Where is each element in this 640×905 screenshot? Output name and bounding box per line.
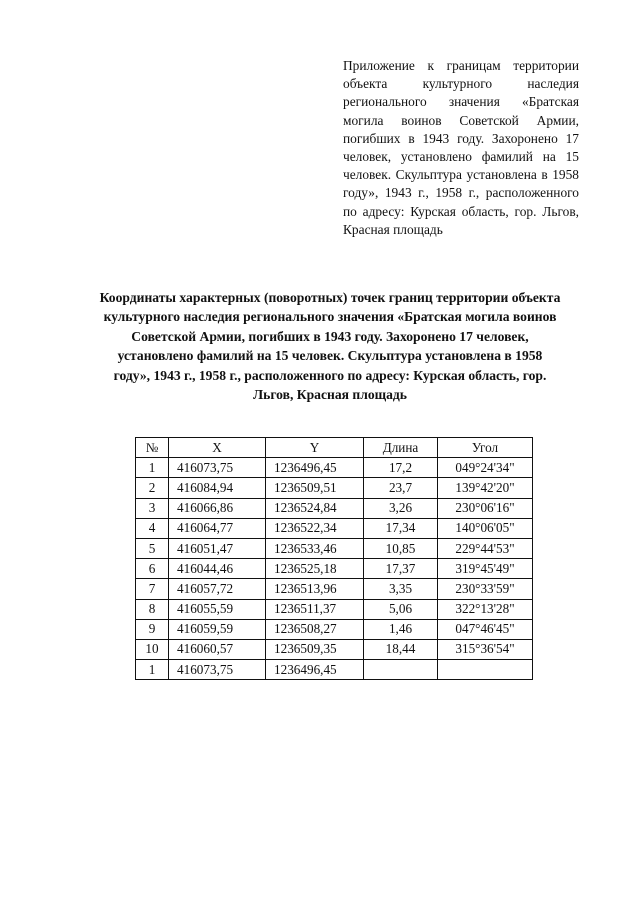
point-number-cell: 5 [136,538,169,558]
angle-cell: 322°13'28" [438,599,533,619]
length-cell: 17,2 [364,458,438,478]
table-row [136,478,533,498]
length-cell [364,660,438,680]
x-coordinate-cell: 416084,94 [169,478,266,498]
y-coordinate-cell: 1236533,46 [266,538,364,558]
table-body [136,458,533,680]
y-coordinate-cell: 1236496,45 [266,660,364,680]
y-coordinate-cell: 1236496,45 [266,458,364,478]
table-row [136,498,533,518]
length-cell: 17,37 [364,559,438,579]
document-heading: Координаты характерных (поворотных) точек границ территории объекта культурного наследия регионального значения «Братская могила воинов Советской Армии, погибших в 1943 году. Захоронено 17 человек, установлено фамилий на 15 человек. Скульптура установлена в 1958 году», 1943 г., 1958 г., расположенного по адресу: Курская область, гор. Льгов, Красная площадь [99,290,561,403]
point-number-cell: 2 [136,478,169,498]
x-coordinate-cell: 416051,47 [169,538,266,558]
point-number-cell: 7 [136,579,169,599]
length-cell: 5,06 [364,599,438,619]
table-row [136,559,533,579]
table-row [136,579,533,599]
length-cell: 23,7 [364,478,438,498]
header-y: Y [266,438,364,458]
table-row [136,660,533,680]
angle-cell: 047°46'45" [438,619,533,639]
x-coordinate-cell: 416055,59 [169,599,266,619]
angle-cell: 229°44'53" [438,538,533,558]
point-number-cell: 6 [136,559,169,579]
table-row [136,599,533,619]
x-coordinate-cell: 416060,57 [169,639,266,659]
y-coordinate-cell: 1236509,51 [266,478,364,498]
coordinates-table [135,437,533,680]
table-header-row [136,438,533,458]
angle-cell: 139°42'20" [438,478,533,498]
y-coordinate-cell: 1236522,34 [266,518,364,538]
table-row [136,619,533,639]
appendix-note: Приложение к границам территории объекта культурного наследия регионального значения «Братская могила воинов Советской Армии, погибших в 1943 году. Захоронено 17 человек, установлено фамилий на 15 человек. Скульптура установлена в 1958 году», 1943 г., 1958 г., расположенного по адресу: Курская область, гор. Льгов, Красная площадь [343,58,579,237]
x-coordinate-cell: 416044,46 [169,559,266,579]
length-cell: 10,85 [364,538,438,558]
y-coordinate-cell: 1236509,35 [266,639,364,659]
angle-cell: 230°06'16" [438,498,533,518]
header-length: Длина [364,438,438,458]
header-angle: Угол [438,438,533,458]
y-coordinate-cell: 1236508,27 [266,619,364,639]
length-cell: 18,44 [364,639,438,659]
point-number-cell: 9 [136,619,169,639]
length-cell: 17,34 [364,518,438,538]
x-coordinate-cell: 416073,75 [169,458,266,478]
table-row [136,518,533,538]
length-cell: 1,46 [364,619,438,639]
point-number-cell: 10 [136,639,169,659]
angle-cell [438,660,533,680]
table-row [136,458,533,478]
table-row [136,538,533,558]
point-number-cell: 4 [136,518,169,538]
y-coordinate-cell: 1236513,96 [266,579,364,599]
angle-cell: 049°24'34" [438,458,533,478]
x-coordinate-cell: 416059,59 [169,619,266,639]
header-number: № [136,438,169,458]
angle-cell: 315°36'54" [438,639,533,659]
length-cell: 3,26 [364,498,438,518]
angle-cell: 230°33'59" [438,579,533,599]
point-number-cell: 1 [136,458,169,478]
point-number-cell: 3 [136,498,169,518]
point-number-cell: 1 [136,660,169,680]
table-row [136,639,533,659]
x-coordinate-cell: 416066,86 [169,498,266,518]
angle-cell: 140°06'05" [438,518,533,538]
header-x: X [169,438,266,458]
length-cell: 3,35 [364,579,438,599]
angle-cell: 319°45'49" [438,559,533,579]
x-coordinate-cell: 416064,77 [169,518,266,538]
y-coordinate-cell: 1236524,84 [266,498,364,518]
point-number-cell: 8 [136,599,169,619]
y-coordinate-cell: 1236511,37 [266,599,364,619]
x-coordinate-cell: 416073,75 [169,660,266,680]
y-coordinate-cell: 1236525,18 [266,559,364,579]
x-coordinate-cell: 416057,72 [169,579,266,599]
